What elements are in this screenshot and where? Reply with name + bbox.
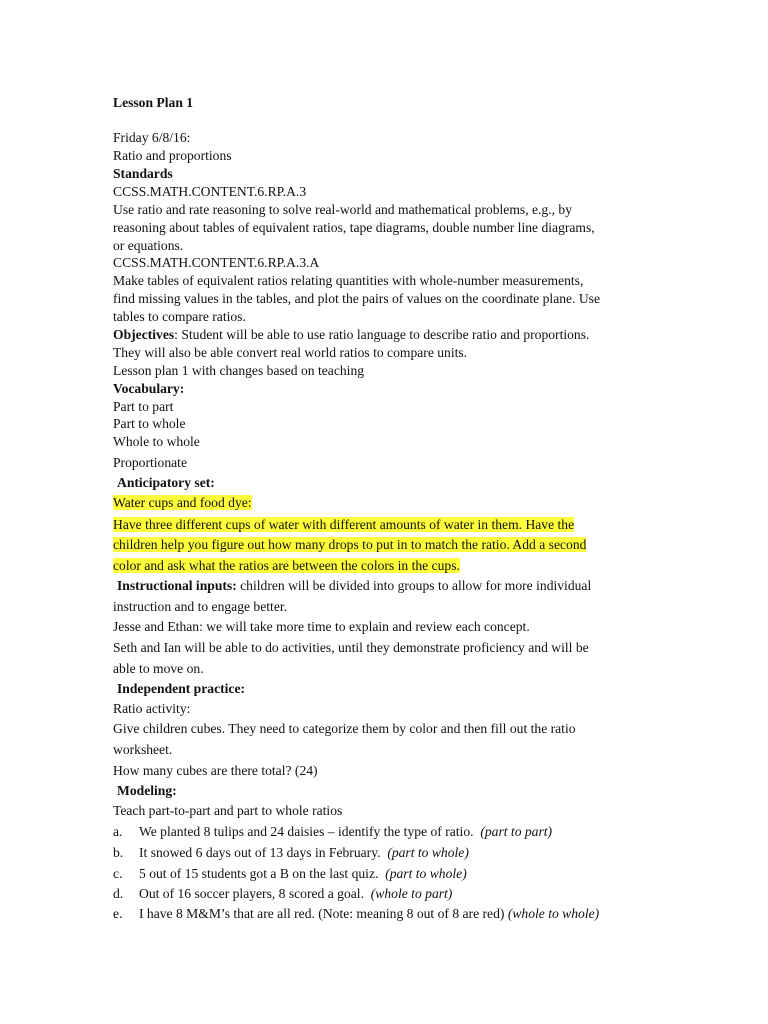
list-item [113,884,452,905]
instructional-line4: Seth and Ian will be able to do activities, until they demonstrate proficiency and will be [113,640,589,655]
objectives-line2: They will also be able convert real world ratios to compare units. [113,345,468,360]
example-text: It snowed 6 days out of 13 days in February. [139,845,381,860]
standards-heading: Standards [113,166,173,181]
standard2-code: CCSS.MATH.CONTENT.6.RP.A.3.A [113,255,320,270]
standard1-code: CCSS.MATH.CONTENT.6.RP.A.3 [113,184,307,199]
list-letter: b. [113,845,124,860]
list-letter: e. [113,906,123,921]
standard2-text-line3: tables to compare ratios. [113,309,246,324]
objectives-line1 [113,326,658,344]
objectives-text: : Student will be able to use ratio language to describe ratio and proportions. [174,327,590,342]
independent-line4: How many cubes are there total? (24) [113,763,318,778]
list-letter: d. [113,886,124,901]
modeling-heading: Modeling: [117,783,177,798]
independent-line1: Ratio activity: [113,701,191,716]
independent-line3: worksheet. [113,742,173,757]
list-item [113,864,467,885]
instructional-text: children will be divided into groups to allow for more individual [236,578,592,593]
standard1-text-line2: reasoning about tables of equivalent ratios, tape diagrams, double number line diagrams, [113,220,595,235]
example-answer: (part to part) [480,824,553,839]
list-item [113,904,599,925]
list-letter: a. [113,824,123,839]
lesson-title: Lesson Plan 1 [113,95,194,110]
vocab-item: Proportionate [113,455,187,470]
instructional-line5: able to move on. [113,661,204,676]
anticipatory-line1 [113,494,658,512]
highlighted-text: Have three different cups of water with different amounts of water in them. Have the [113,517,575,532]
example-text: Out of 16 soccer players, 8 scored a goal. [139,886,364,901]
example-answer: (whole to part) [370,886,453,901]
anticipatory-line3 [113,535,658,555]
list-item [113,843,469,864]
vocabulary-heading: Vocabulary: [113,381,185,396]
list-item [113,822,552,843]
anticipatory-line4 [113,556,658,576]
example-text: We planted 8 tulips and 24 daisies – identify the type of ratio. [139,824,474,839]
independent-heading: Independent practice: [117,681,245,696]
standard2-text-line1: Make tables of equivalent ratios relating quantities with whole-number measurements, [113,273,584,288]
lesson-note: Lesson plan 1 with changes based on teaching [113,363,365,378]
objectives-label: Objectives [113,327,175,342]
standard1-text-line3: or equations. [113,238,184,253]
example-answer: (part to whole) [387,845,469,860]
anticipatory-line2 [113,515,658,535]
standard1-text-line1: Use ratio and rate reasoning to solve real-world and mathematical problems, e.g., by [113,202,573,217]
instructional-line2: instruction and to engage better. [113,599,288,614]
lesson-date: Friday 6/8/16: [113,130,191,145]
example-answer: (whole to whole) [507,906,600,921]
modeling-intro: Teach part-to-part and part to whole ratios [113,803,343,818]
instructional-line1 [117,577,662,595]
anticipatory-heading: Anticipatory set: [117,475,215,490]
highlighted-text: Water cups and food dye: [113,495,252,510]
independent-line2: Give children cubes. They need to categorize them by color and then fill out the ratio [113,721,576,736]
instructional-line3: Jesse and Ethan: we will take more time to explain and review each concept. [113,619,530,634]
example-answer: (part to whole) [385,866,467,881]
vocab-item: Part to whole [113,416,186,431]
vocab-item: Part to part [113,399,174,414]
list-letter: c. [113,866,123,881]
vocab-item: Whole to whole [113,434,200,449]
highlighted-text: children help you figure out how many drops to put in to match the ratio. Add a second [113,537,587,552]
highlighted-text: color and ask what the ratios are between the colors in the cups. [113,558,460,573]
instructional-label: Instructional inputs: [117,578,237,593]
standard2-text-line2: find missing values in the tables, and plot the pairs of values on the coordinate plane. Use [113,291,600,306]
lesson-topic: Ratio and proportions [113,148,232,163]
example-text: I have 8 M&M’s that are all red. (Note: meaning 8 out of 8 are red) [139,906,505,921]
example-text: 5 out of 15 students got a B on the last quiz. [139,866,379,881]
